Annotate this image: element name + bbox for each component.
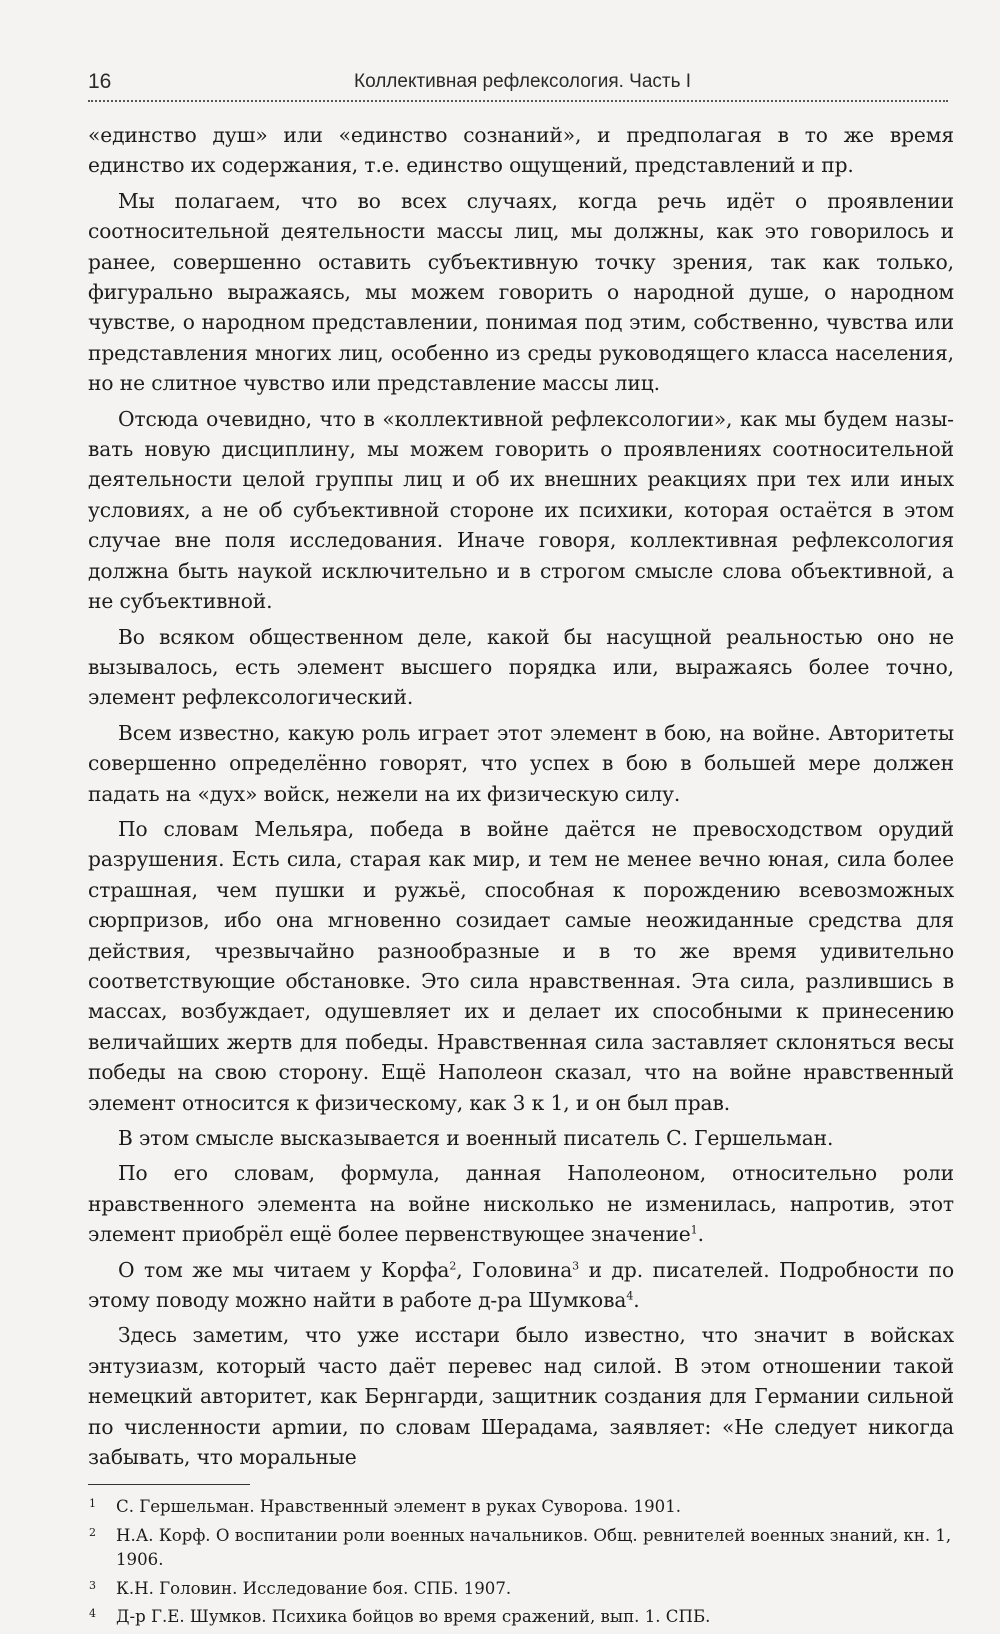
paragraph: О том же мы читаем у Корфа$^2$, Головина$^3$ и др. писателей. Подробности по этому поводу можно найти в работе д-ра Шумкова$^4$. (88, 1257, 954, 1313)
footnote-separator (88, 1484, 250, 1485)
page-number: 16 (88, 70, 112, 93)
footnote-text: К.Н. Головин. Исследование боя. СПБ. 1907. (116, 1578, 512, 1598)
running-title: Коллективная рефлексология. Часть I (354, 71, 692, 92)
footnote-ref[interactable]: 2 (449, 1258, 457, 1272)
body-text (88, 120, 954, 1472)
footnote-ref[interactable]: 1 (690, 1223, 698, 1237)
footnote-text: С. Гершельман. Нравственный элемент в руках Суворова. 1901. (116, 1497, 682, 1517)
footnote (88, 1577, 954, 1602)
paragraph: По его словам, формула, данная Наполеоном, относительно роли нравственного элемента на войне нисколько не изменилась, напротив, этот элемент приобрёл ещё более первенствующее значение$^1$. (88, 1161, 954, 1247)
footnote-text: Д-р Г.Е. Шумков. Психика бойцов во время сражений, вып. 1. СПБ. (116, 1607, 711, 1627)
footnote-ref[interactable]: 4 (626, 1289, 634, 1303)
paragraph: Во всяком общественном деле, какой бы насущной реальностью оно не вызывалось, есть элемент высшего порядка или, выражаясь более точно, элемент рефлексологический. (88, 624, 954, 710)
paragraph: Мы полагаем, что во всех случаях, когда речь идёт о проявлении соотносительной деятельности массы лиц, мы должны, как это говорилось и ранее, совершенно оставить субъективную точку зрения, так как только, фигурально выражаясь, мы можем говорить о народной душе, о народном чувстве, о народном представлении, понимая под этим, собственно, чувства или представления многих лиц, особенно из среды руководящего класса населения, но не слитное чувство или представление массы лиц. (88, 188, 954, 396)
footnote-mark: 3 (89, 1578, 96, 1592)
footnote-ref[interactable]: 3 (572, 1258, 580, 1272)
footnote-mark: 4 (89, 1607, 96, 1621)
running-head (88, 60, 954, 100)
footnote (88, 1524, 954, 1573)
paragraph: «единство душ» или «единство сознаний», и предполагая в то же время единство их содержания, т.е. единство ощущений, представлений и пр. (88, 123, 954, 178)
footnotes (88, 1495, 954, 1630)
paragraph: Отсюда очевидно, что в «коллективной рефлексологии», как мы будем называть новую дисциплину, мы можем говорить о проявлениях соотносительной деятельности целой группы лиц и об их внешних реакциях при тех или иных условиях, а не об субъективной стороне их психики, которая остаётся в этом случае вне поля исследования. Иначе говоря, коллективная рефлексология должна быть наукой исключительно и в строгом смысле слова объективной, а не субъективной. (88, 406, 954, 614)
footnote-mark: 1 (89, 1497, 96, 1511)
footnote-text: Н.А. Корф. О воспитании роли военных начальников. Общ. ревнителей военных знаний, кн. 1, 1906. (116, 1525, 952, 1570)
book-page (88, 60, 954, 1634)
footnote (88, 1605, 954, 1630)
footnote-mark: 2 (89, 1525, 96, 1539)
paragraph: По словам Мельяра, победа в войне даётся не превосходством орудий разрушения. Есть сила, старая как мир, и тем не менее вечно юная, сила более страшная, чем пушки и ружьё, способная к порождению всевозможных сюрпризов, ибо она мгновенно созидает самые неожиданные средства для действия, чрезвычайно разнообразные и в то же время удивительно соответствующие обстановке. Это сила нравственная. Эта сила, разлившись в массах, возбуждает, одушевляет их и делает их способными к принесению величайших жертв для победы. Нравственная сила заставляет склоняться весы победы на свою сторону. Ещё Наполеон сказал, что на войне нравственный элемент относится к физическому, как 3 к 1, и он был прав. (88, 816, 954, 1115)
paragraph: Всем известно, какую роль играет этот элемент в бою, на войне. Авторитеты совершенно определённо говорят, что успех в бою в большей мере должен падать на «дух» войск, нежели на их физическую силу. (88, 720, 954, 806)
footnote (88, 1495, 954, 1520)
paragraph: Здесь заметим, что уже исстари было известно, что значит в войсках энтузиазм, который часто даёт перевес над силой. В этом отношении такой немецкий авторитет, как Бернгарди, защитник создания для Германии сильной по численности арmии, по словам Шерадама, заявляет: «Не следует никогда забывать, что моральные (88, 1323, 954, 1470)
paragraph: В этом смысле высказывается и военный писатель С. Гершельман. (118, 1126, 834, 1150)
header-dotted-rule (88, 100, 948, 102)
